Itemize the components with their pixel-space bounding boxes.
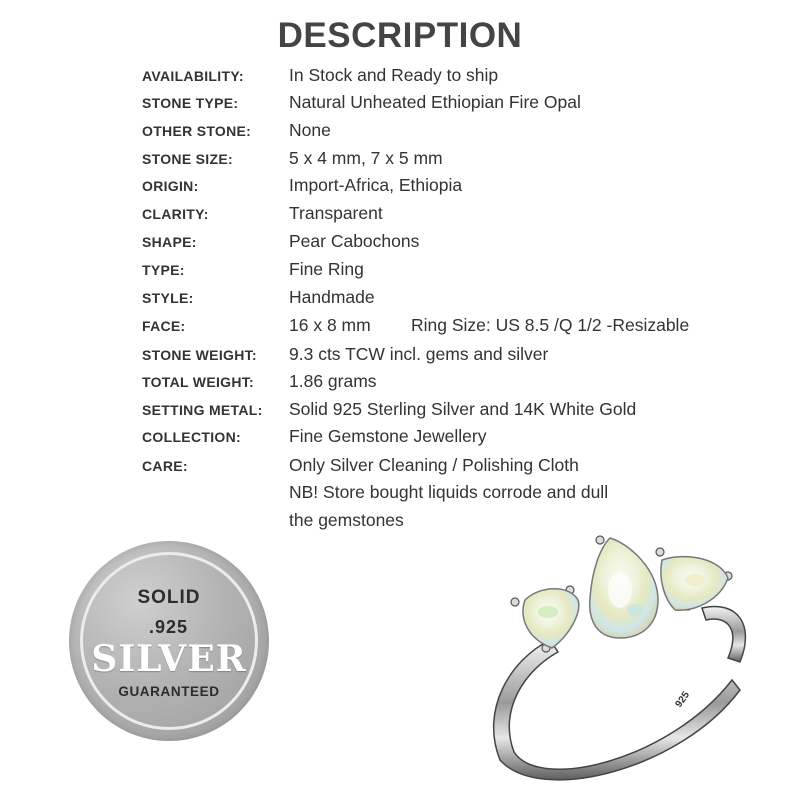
spec-row-face — [0, 313, 800, 337]
care-note-row-2 — [0, 508, 800, 532]
spec-value: Fine Gemstone Jewellery — [289, 426, 487, 446]
badge-guaranteed-text: GUARANTEED — [118, 684, 220, 699]
spec-label: TOTAL WEIGHT: — [142, 374, 255, 390]
spec-value: 1.86 grams — [289, 371, 377, 391]
spec-value: In Stock and Ready to ship — [289, 65, 499, 85]
spec-row-availability — [0, 63, 800, 87]
spec-row-clarity — [0, 201, 800, 225]
spec-row-origin — [0, 173, 800, 197]
spec-row-type — [0, 257, 800, 281]
spec-row-care — [0, 453, 800, 477]
spec-value: Only Silver Cleaning / Polishing Cloth — [289, 455, 579, 475]
spec-label: STONE TYPE: — [142, 95, 239, 111]
spec-value: Transparent — [289, 203, 383, 223]
spec-label: FACE: — [142, 318, 186, 334]
spec-row-setting-metal — [0, 397, 800, 421]
spec-value: 16 x 8 mm — [289, 315, 371, 335]
spec-value: 9.3 cts TCW incl. gems and silver — [289, 344, 549, 364]
spec-value: Solid 925 Sterling Silver and 14K White Gold — [289, 399, 637, 419]
ring-shank-back — [702, 607, 745, 662]
badge-925-text: .925 — [149, 617, 189, 637]
care-note-line-1: NB! Store bought liquids corrode and dull — [289, 482, 609, 502]
page-title: DESCRIPTION — [277, 16, 523, 55]
spec-label: SHAPE: — [142, 234, 197, 250]
spec-label: SETTING METAL: — [142, 402, 263, 418]
spec-row-collection — [0, 424, 800, 448]
left-opal-stone — [523, 589, 579, 648]
spec-label: TYPE: — [142, 262, 185, 278]
spec-value: Pear Cabochons — [289, 231, 420, 251]
spec-label: CARE: — [142, 458, 188, 474]
spec-row-style — [0, 285, 800, 309]
spec-label: OTHER STONE: — [142, 123, 252, 139]
spec-label: CLARITY: — [142, 206, 209, 222]
ring-size-value: Ring Size: US 8.5 /Q 1/2 -Resizable — [411, 315, 690, 335]
spec-row-shape — [0, 229, 800, 253]
spec-row-stone-type — [0, 90, 800, 114]
spec-value: None — [289, 120, 331, 140]
ring-stamp: 925 — [673, 689, 693, 710]
spec-label: STONE WEIGHT: — [142, 347, 257, 363]
spec-value: Natural Unheated Ethiopian Fire Opal — [289, 92, 581, 112]
badge-solid-text: SOLID — [137, 587, 201, 608]
spec-row-other-stone — [0, 118, 800, 142]
spec-row-stone-weight — [0, 342, 800, 366]
spec-label: ORIGIN: — [142, 178, 199, 194]
spec-value: Handmade — [289, 287, 375, 307]
spec-value: Import-Africa, Ethiopia — [289, 175, 463, 195]
spec-value: 5 x 4 mm, 7 x 5 mm — [289, 148, 443, 168]
care-note-row-1 — [0, 480, 800, 504]
solid-silver-badge — [69, 541, 269, 741]
ring-shank — [494, 640, 740, 780]
spec-label: AVAILABILITY: — [142, 68, 244, 84]
opal-ring-image — [470, 530, 770, 800]
badge-silver-text: SILVER — [91, 638, 247, 680]
spec-label: STYLE: — [142, 290, 194, 306]
spec-label: STONE SIZE: — [142, 151, 233, 167]
care-note-line-2: the gemstones — [289, 510, 404, 530]
spec-row-total-weight — [0, 369, 800, 393]
spec-value: Fine Ring — [289, 259, 364, 279]
spec-row-stone-size — [0, 146, 800, 170]
spec-label: COLLECTION: — [142, 429, 241, 445]
